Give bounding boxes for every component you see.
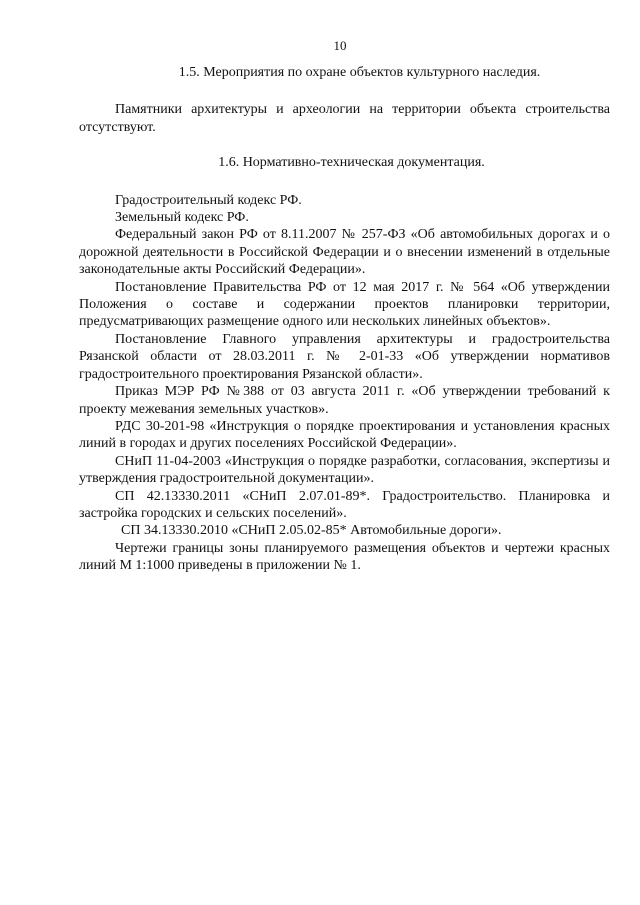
- norm-item-grad-code: Градостроительный кодекс РФ.: [115, 192, 302, 208]
- norm-item-sp-34: СП 34.13330.2010 «СНиП 2.05.02-85* Автомобильные дороги».: [121, 523, 502, 539]
- page-number: 10: [333, 38, 347, 53]
- norm-item-drawings: Чертежи границы зоны планируемого размещения объектов и чертежи красных линий М 1:1000 приведены в приложении № 1.: [79, 540, 610, 574]
- norm-item-land-code: Земельный кодекс РФ.: [115, 210, 249, 226]
- norm-item-snip-11: СНиП 11-04-2003 «Инструкция о порядке разработки, согласования, экспертизы и утверждения градостроительной документации».: [79, 453, 610, 487]
- norm-item-ryazan-resolution: Постановление Главного управления архитектуры и градостроительства Рязанской области от 28.03.2011 г. № 2-01-33 «Об утверждении нормативов градостроительного проектирования Рязанской области».: [79, 331, 610, 382]
- section-1-6-heading: 1.6. Нормативно-техническая документация.: [218, 155, 485, 171]
- section-1-5-paragraph: Памятники архитектуры и археологии на территории объекта строительства отсутствуют.: [79, 102, 610, 135]
- document-content: [79, 64, 610, 575]
- norm-item-gov-resolution: Постановление Правительства РФ от 12 мая 2017 г. № 564 «Об утверждении Положения о составе и содержании проектов планировки территории, предусматривающих размещение одного или нескольких линейных объектов».: [79, 279, 610, 330]
- norm-item-rds: РДС 30-201-98 «Инструкция о порядке проектирования и установления красных линий в городах и других поселениях Российской Федерации».: [79, 418, 610, 452]
- norm-item-mer-order: Приказ МЭР РФ №388 от 03 августа 2011 г. «Об утверждении требований к проекту межевания земельных участков».: [79, 384, 610, 417]
- section-1-5-heading: 1.5. Мероприятия по охране объектов культурного наследия.: [178, 65, 541, 80]
- norm-item-sp-42: СП 42.13330.2011 «СНиП 2.07.01-89*. Градостроительство. Планировка и застройка городских и сельских поселений».: [79, 488, 610, 521]
- norm-item-federal-law: Федеральный закон РФ от 8.11.2007 № 257-ФЗ «Об автомобильных дорогах и о дорожной деятельности в Российской Федерации и о внесении изменений в отдельные законодательные акты Российский Федерации».: [79, 227, 610, 278]
